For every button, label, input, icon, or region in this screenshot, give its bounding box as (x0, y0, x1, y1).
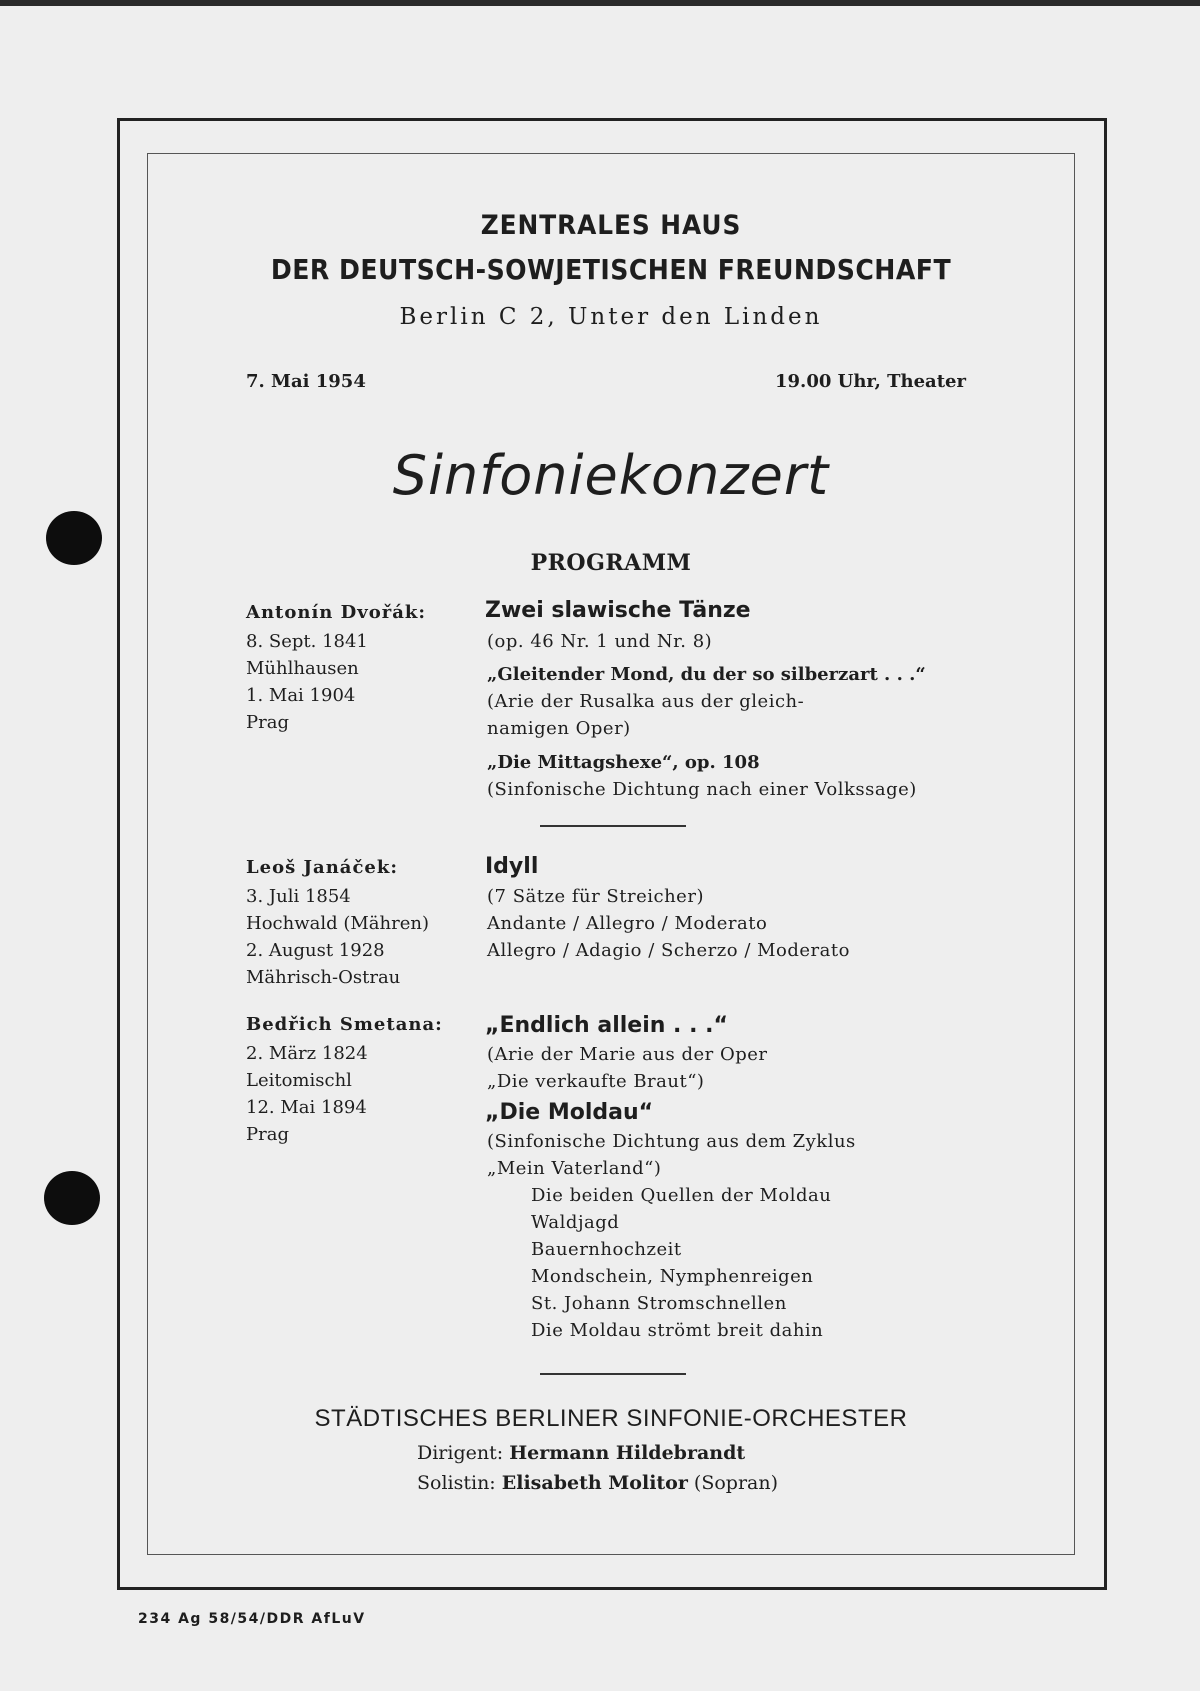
work-subtitle: (Sinfonische Dichtung nach einer Volkssage) (487, 779, 917, 800)
work-subtitle: Andante / Allegro / Moderato (487, 913, 768, 934)
composer-detail: Prag (246, 712, 289, 733)
movement-item: Die Moldau strömt breit dahin (531, 1320, 824, 1341)
composer-detail: 1. Mai 1904 (246, 685, 356, 706)
work-subtitle: „Die verkaufte Braut“) (487, 1071, 705, 1092)
header-line-1: ZENTRALES HAUS (480, 210, 742, 241)
movement-item: St. Johann Stromschnellen (531, 1293, 787, 1314)
work-subtitle: (op. 46 Nr. 1 und Nr. 8) (487, 631, 713, 652)
composer-detail: 2. August 1928 (246, 940, 385, 961)
punch-hole (44, 1171, 100, 1225)
composer-name: Bedřich Smetana: (246, 1014, 443, 1035)
composer-detail: 3. Juli 1854 (246, 886, 351, 907)
composer-detail: 12. Mai 1894 (246, 1097, 367, 1118)
soloist-voice: (Sopran) (693, 1472, 779, 1494)
work-title: Zwei slawische Tänze (485, 598, 751, 623)
work-title: „Die Mittagshexe“, op. 108 (487, 752, 760, 773)
composer-detail: Mährisch-Ostrau (246, 967, 401, 988)
work-subtitle: „Mein Vaterland“) (487, 1158, 662, 1179)
composer-detail: Leitomischl (246, 1070, 352, 1091)
event-date: 7. Mai 1954 (246, 371, 366, 392)
composer-detail: Hochwald (Mähren) (246, 913, 429, 934)
movement-item: Die beiden Quellen der Moldau (531, 1185, 832, 1206)
orchestra-name: STÄDTISCHES BERLINER SINFONIE-ORCHESTER (314, 1405, 908, 1432)
print-note: 234 Ag 58/54/DDR AfLuV (138, 1611, 366, 1627)
work-subtitle: Allegro / Adagio / Scherzo / Moderato (487, 940, 850, 961)
soloist-name: Elisabeth Molitor (501, 1472, 688, 1494)
conductor-line (417, 1442, 745, 1464)
inner-border (147, 153, 1075, 1555)
concert-title: Sinfoniekonzert (392, 444, 830, 507)
movement-item: Bauernhochzeit (531, 1239, 682, 1260)
movement-item: Mondschein, Nymphenreigen (531, 1266, 814, 1287)
work-subtitle: (7 Sätze für Streicher) (487, 886, 704, 907)
composer-detail: Prag (246, 1124, 289, 1145)
conductor-label: Dirigent: (417, 1442, 504, 1464)
program-heading: PROGRAMM (530, 550, 692, 576)
scan-edge (0, 0, 1200, 6)
address: Berlin C 2, Unter den Linden (399, 304, 823, 330)
work-title: „Gleitender Mond, du der so silberzart . . .“ (487, 664, 926, 685)
composer-detail: Mühlhausen (246, 658, 359, 679)
work-subtitle: (Arie der Marie aus der Oper (487, 1044, 768, 1065)
soloist-label: Solistin: (417, 1472, 496, 1494)
divider-rule (540, 825, 686, 827)
work-title: „Endlich allein . . .“ (485, 1013, 728, 1038)
composer-name: Antonín Dvořák: (246, 602, 426, 623)
conductor-name: Hermann Hildebrandt (509, 1442, 746, 1464)
work-title: „Die Moldau“ (485, 1100, 654, 1125)
work-subtitle: (Arie der Rusalka aus der gleich- (487, 691, 805, 712)
composer-detail: 2. März 1824 (246, 1043, 368, 1064)
movement-item: Waldjagd (531, 1212, 620, 1233)
header-line-2: DER DEUTSCH-SOWJETISCHEN FREUNDSCHAFT (270, 253, 952, 286)
divider-rule (540, 1373, 686, 1375)
composer-detail: 8. Sept. 1841 (246, 631, 368, 652)
punch-hole (46, 511, 102, 565)
composer-name: Leoš Janáček: (246, 857, 398, 878)
soloist-line (417, 1472, 778, 1494)
work-subtitle: namigen Oper) (487, 718, 631, 739)
work-title: Idyll (485, 854, 539, 879)
event-time-place: 19.00 Uhr, Theater (775, 371, 966, 392)
work-subtitle: (Sinfonische Dichtung aus dem Zyklus (487, 1131, 856, 1152)
